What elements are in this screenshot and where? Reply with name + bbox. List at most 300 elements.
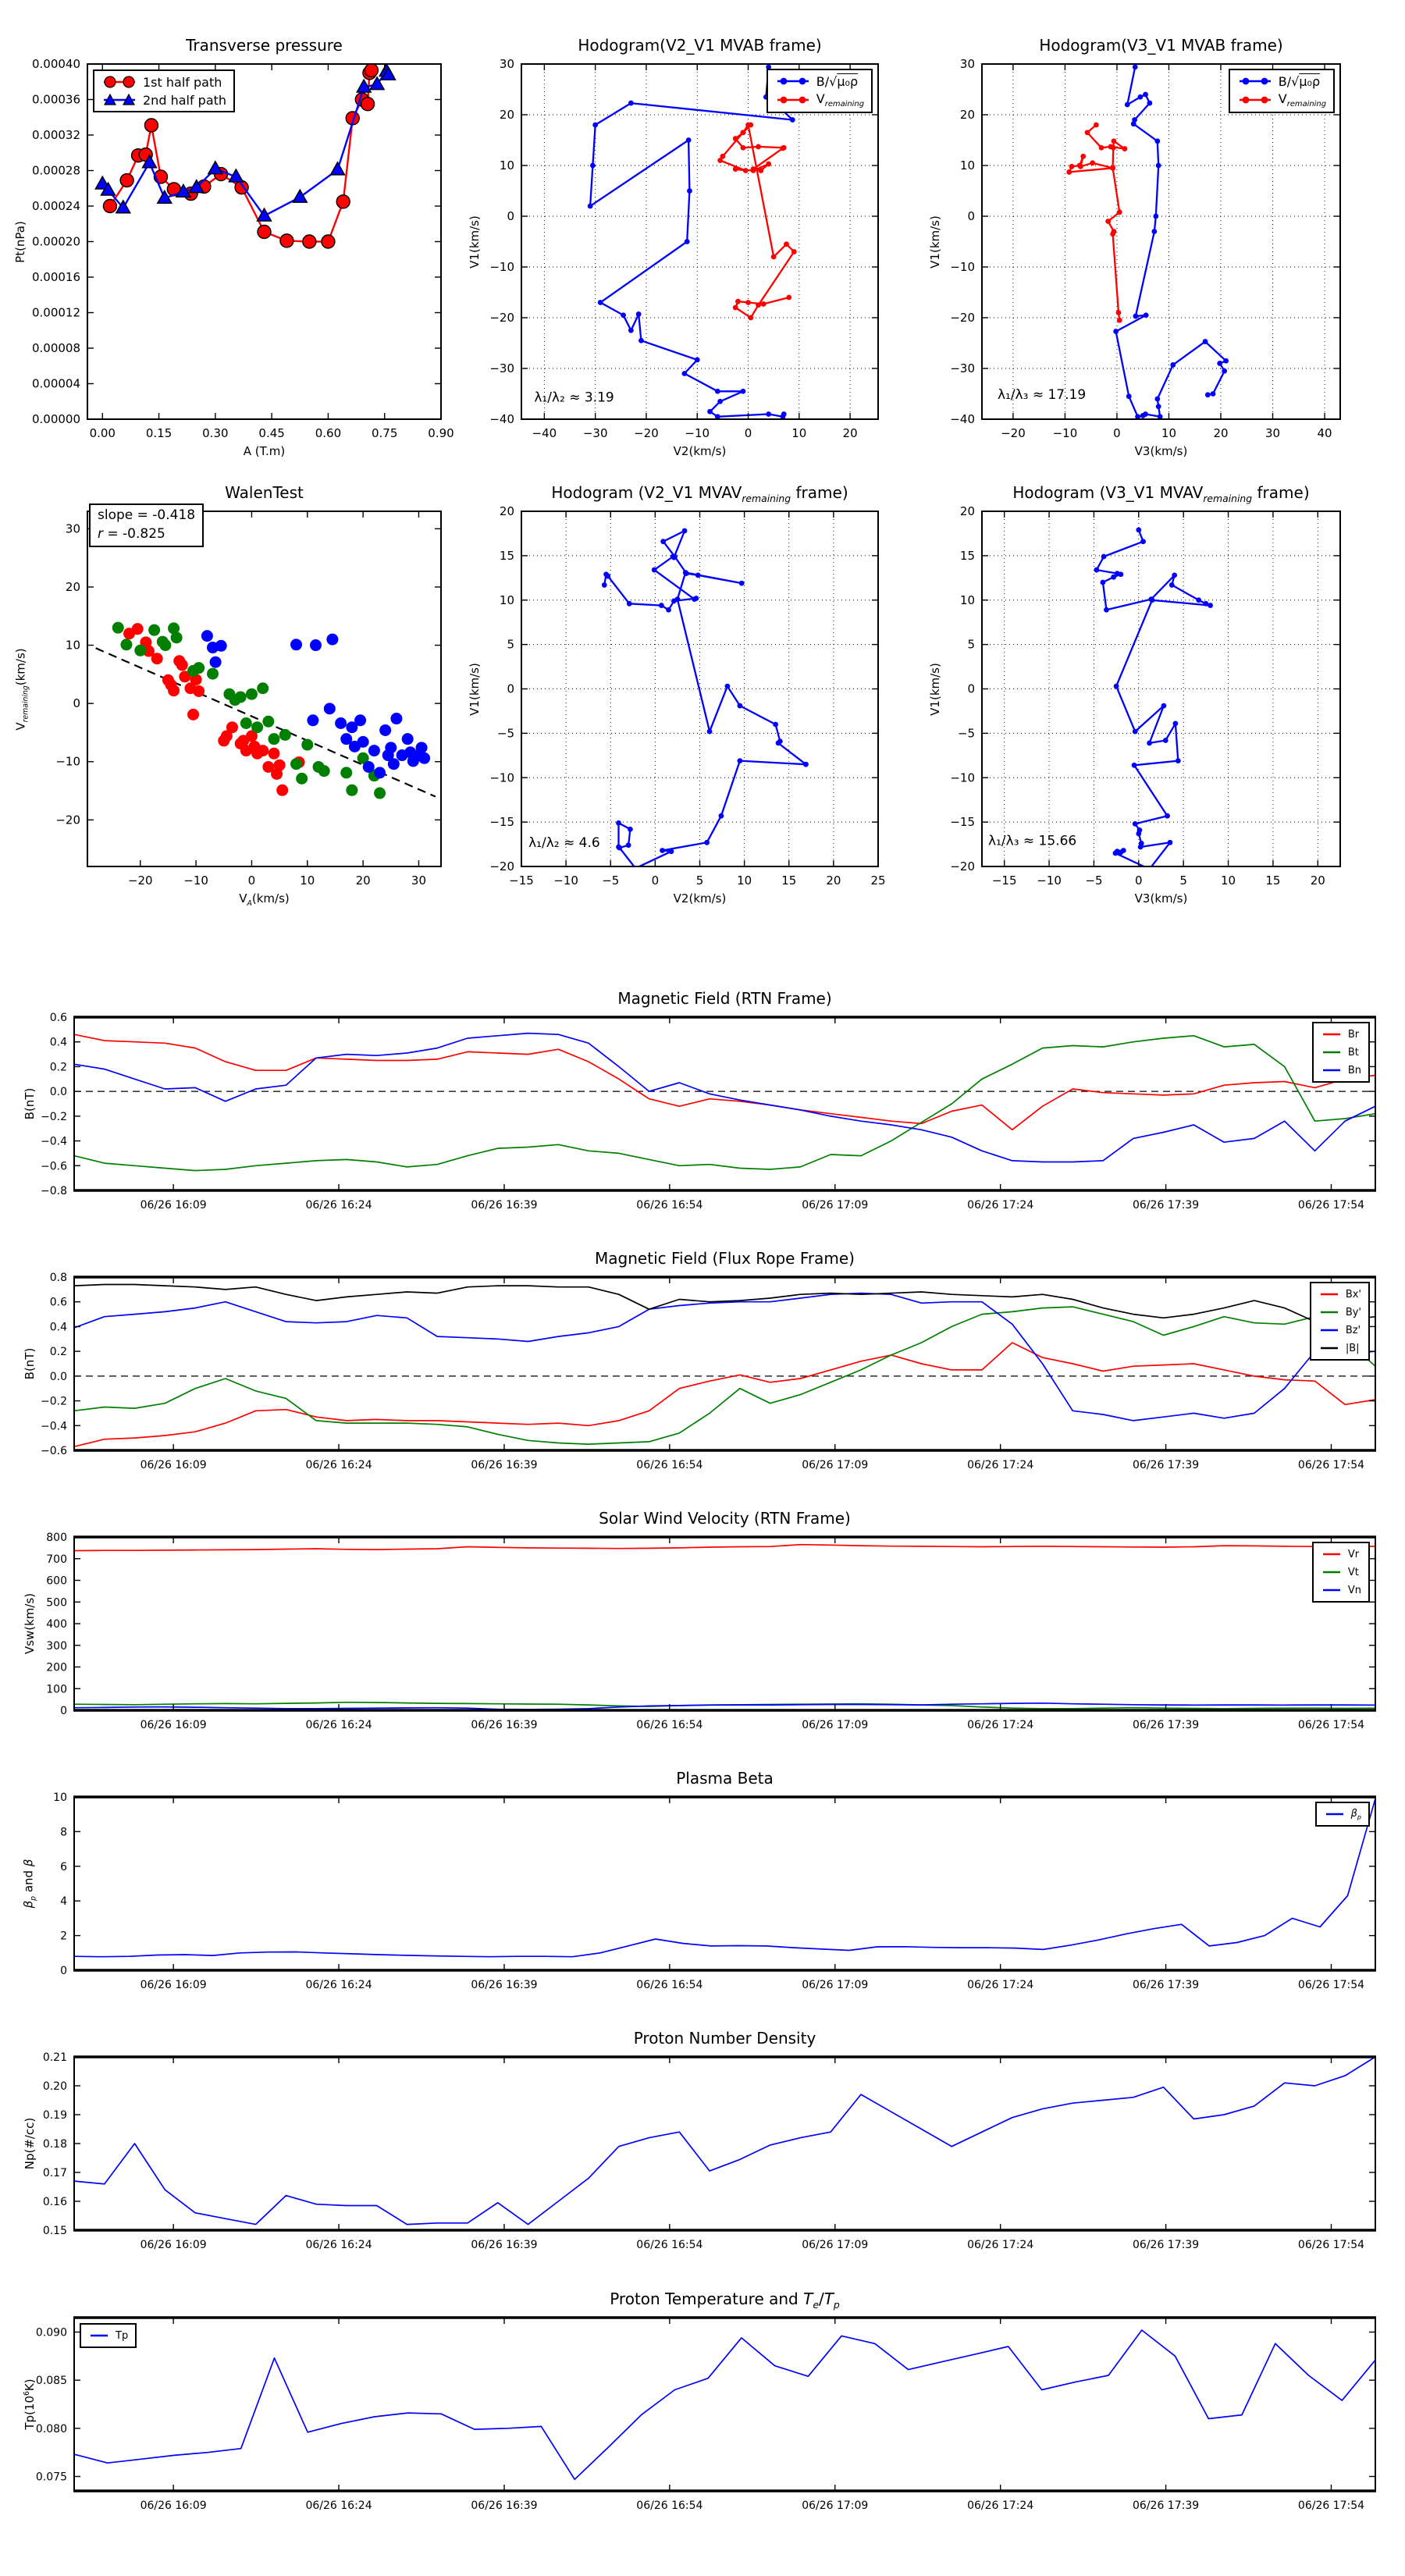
legend-label: Bx' xyxy=(1345,1288,1361,1300)
y-tick-label: 0.00004 xyxy=(31,376,80,391)
x-tick-label: −5 xyxy=(602,873,620,888)
y-tick-label: −0.4 xyxy=(41,1420,67,1433)
x-tick-label: −15 xyxy=(991,873,1017,888)
y-tick-label: 30 xyxy=(959,57,975,71)
y-tick-label: 0.4 xyxy=(49,1036,67,1049)
x-tick-label: 06/26 16:54 xyxy=(636,1719,703,1731)
x-tick-label: 06/26 17:39 xyxy=(1133,2239,1200,2251)
y-tick-label: −20 xyxy=(55,813,80,827)
x-tick-label: 06/26 16:39 xyxy=(471,1979,538,1991)
y-tick-label: 0 xyxy=(507,681,514,696)
x-tick-label: −10 xyxy=(1052,426,1078,440)
legend-sample-icon xyxy=(775,92,811,108)
legend-sample-icon xyxy=(1321,1564,1343,1580)
y-tick-label: 0.2 xyxy=(49,1346,67,1359)
legend-sample-icon xyxy=(1321,1044,1343,1060)
y-tick-label: −30 xyxy=(489,361,514,375)
y-tick-label: 400 xyxy=(46,1618,67,1631)
x-tick-label: 06/26 16:09 xyxy=(140,1199,207,1212)
x-tick-label: 06/26 17:24 xyxy=(967,2500,1034,2512)
y-tick-label: 0.00040 xyxy=(31,57,80,71)
x-axis-label: V3(km/s) xyxy=(1134,444,1188,458)
chart-title: Plasma Beta xyxy=(676,1769,774,1788)
x-tick-label: 20 xyxy=(842,426,858,440)
legend-sample-icon xyxy=(1237,73,1273,89)
plot-area xyxy=(23,2008,1382,2268)
legend-sample-icon xyxy=(775,73,811,89)
x-tick-label: 06/26 17:24 xyxy=(967,1979,1034,1991)
y-tick-label: −5 xyxy=(957,726,975,741)
y-tick-label: 10 xyxy=(53,1791,67,1804)
chart-title: WalenTest xyxy=(225,483,304,502)
y-tick-label: 0.00016 xyxy=(31,270,80,284)
series-group xyxy=(74,1799,1375,1957)
x-tick-label: 06/26 16:24 xyxy=(305,1199,372,1212)
x-tick-label: −10 xyxy=(183,873,208,888)
x-axis-label: V3(km/s) xyxy=(1134,891,1188,906)
y-tick-label: −40 xyxy=(489,412,514,426)
series-Bt xyxy=(74,1036,1375,1171)
y-axis-label: Np(#/cc) xyxy=(23,2117,37,2170)
legend-sample-icon xyxy=(88,2328,110,2343)
y-tick-label: 0 xyxy=(967,681,975,696)
y-tick-label: −0.2 xyxy=(41,1395,67,1408)
legend-item xyxy=(1318,1340,1361,1356)
legend-item xyxy=(1321,1026,1361,1042)
y-tick-label: −20 xyxy=(950,859,975,873)
y-tick-label: 20 xyxy=(959,504,975,518)
x-tick-label: 06/26 17:24 xyxy=(967,1719,1034,1731)
y-tick-label: 500 xyxy=(46,1596,67,1610)
x-tick-label: −20 xyxy=(634,426,659,440)
y-tick-label: 0.19 xyxy=(42,2109,67,2122)
y-tick-label: −20 xyxy=(950,311,975,325)
x-tick-label: 06/26 17:09 xyxy=(802,2239,869,2251)
x-tick-label: 06/26 16:24 xyxy=(305,1459,372,1471)
y-tick-label: 0.15 xyxy=(42,2225,67,2237)
legend-item xyxy=(1321,1564,1361,1580)
y-tick-label: 800 xyxy=(46,1532,67,1544)
legend-item xyxy=(775,91,864,109)
x-tick-label: 06/26 16:09 xyxy=(140,1459,207,1471)
legend-label: Bn xyxy=(1347,1064,1361,1076)
x-tick-label: 0.45 xyxy=(258,426,285,440)
chart-title: Solar Wind Velocity (RTN Frame) xyxy=(599,1509,851,1528)
legend-sample-icon xyxy=(1321,1062,1343,1078)
y-tick-label: 700 xyxy=(46,1553,67,1566)
series-Br xyxy=(74,1034,1375,1130)
y-tick-label: 0.6 xyxy=(49,1296,67,1309)
chart-title: Magnetic Field (RTN Frame) xyxy=(617,989,832,1008)
series-group xyxy=(1094,527,1213,871)
legend-item xyxy=(1318,1322,1361,1338)
legend-item xyxy=(1318,1286,1361,1302)
x-axis-label: V2(km/s) xyxy=(673,891,727,906)
legend-label: By' xyxy=(1345,1306,1361,1318)
x-tick-label: 06/26 17:24 xyxy=(967,1459,1034,1471)
y-tick-label: 5 xyxy=(507,637,514,652)
x-tick-label: 5 xyxy=(695,873,704,888)
y-tick-label: 0 xyxy=(60,1705,67,1717)
x-tick-label: 0.00 xyxy=(89,426,116,440)
legend xyxy=(93,69,235,112)
legend-sample-icon xyxy=(101,92,137,108)
y-tick-label: −10 xyxy=(489,260,514,274)
series-V-path xyxy=(1097,530,1211,870)
legend-sample-icon xyxy=(1237,92,1273,108)
legend-label: Vt xyxy=(1347,1566,1359,1578)
stats-box xyxy=(89,503,204,547)
y-tick-label: 0.00008 xyxy=(31,341,80,355)
series-beta-p xyxy=(74,1799,1375,1957)
series-group xyxy=(1066,65,1229,420)
y-tick-label: −0.6 xyxy=(41,1445,67,1457)
y-tick-label: 0.080 xyxy=(35,2422,67,2435)
x-tick-label: 06/26 17:09 xyxy=(802,1459,869,1471)
plot-frame xyxy=(74,1797,1375,1970)
y-tick-label: 0.20 xyxy=(42,2080,67,2093)
chart-title: Transverse pressure xyxy=(186,36,343,55)
legend-label: Br xyxy=(1347,1028,1360,1041)
y-tick-label: −0.2 xyxy=(41,1110,67,1123)
y-tick-label: −0.8 xyxy=(41,1185,67,1197)
x-tick-label: 06/26 17:39 xyxy=(1133,1979,1200,1991)
legend xyxy=(1315,1802,1370,1827)
x-tick-label: 06/26 17:54 xyxy=(1297,2500,1365,2512)
y-tick-label: 0.085 xyxy=(35,2375,67,2388)
legend-label: $V_{remaining}$ xyxy=(1278,91,1326,109)
legend-sample-icon xyxy=(1321,1582,1343,1598)
y-tick-label: 0.18 xyxy=(42,2138,67,2151)
plot-frame xyxy=(87,64,441,419)
series-V-path xyxy=(604,531,806,868)
legend-label: Tp xyxy=(116,2329,129,2342)
x-tick-label: 0 xyxy=(651,873,660,888)
x-tick-label: 06/26 17:54 xyxy=(1297,1979,1365,1991)
y-tick-label: −10 xyxy=(55,754,80,769)
x-tick-label: 30 xyxy=(411,873,427,888)
legend-label: 1st half path xyxy=(143,74,222,90)
chart-proton-temperature xyxy=(23,2268,1382,2528)
x-tick-label: 10 xyxy=(1161,426,1177,440)
plot-area xyxy=(23,968,1382,1228)
legend-label: Bt xyxy=(1347,1046,1359,1059)
x-tick-label: −30 xyxy=(582,426,608,440)
plot-area xyxy=(23,1488,1382,1748)
plot-area xyxy=(23,1228,1382,1488)
chart-magnetic-field-flux-rope xyxy=(23,1228,1382,1488)
y-tick-label: 0.00024 xyxy=(31,199,80,213)
x-tick-label: 06/26 17:39 xyxy=(1133,1459,1200,1471)
y-tick-label: 15 xyxy=(959,548,975,563)
x-tick-label: 06/26 16:54 xyxy=(636,2239,703,2251)
legend-item xyxy=(88,2328,128,2343)
y-tick-label: 0.0 xyxy=(49,1086,67,1099)
x-tick-label: 06/26 16:54 xyxy=(636,1459,703,1471)
x-tick-label: −10 xyxy=(553,873,578,888)
legend-sample-icon xyxy=(1318,1340,1340,1356)
chart-transverse-pressure xyxy=(13,16,461,476)
legend-item xyxy=(1237,73,1326,89)
chart-proton-number-density xyxy=(23,2008,1382,2268)
x-tick-label: 06/26 17:54 xyxy=(1297,1719,1365,1731)
stats-line: r = -0.825 xyxy=(98,525,165,542)
y-axis-label: $Tp(10^6K)$ xyxy=(23,2379,37,2430)
y-tick-label: 10 xyxy=(65,638,80,653)
chart-walen-test xyxy=(13,463,461,923)
x-tick-label: 06/26 16:39 xyxy=(471,2500,538,2512)
x-tick-label: 20 xyxy=(1310,873,1325,888)
legend-item xyxy=(775,73,864,89)
x-tick-label: 10 xyxy=(1221,873,1236,888)
plot-area xyxy=(23,1748,1382,2008)
y-tick-label: −10 xyxy=(950,260,975,274)
y-tick-label: 20 xyxy=(959,108,975,122)
legend-item xyxy=(1321,1582,1361,1598)
x-tick-label: 0 xyxy=(247,873,256,888)
legend-item xyxy=(1237,91,1326,109)
x-axis-label: A (T.m) xyxy=(243,444,286,458)
y-tick-label: −20 xyxy=(489,311,514,325)
y-tick-label: 0.17 xyxy=(42,2167,67,2179)
y-tick-label: 4 xyxy=(60,1895,67,1909)
y-tick-label: 0.00036 xyxy=(31,92,80,107)
plot-area xyxy=(921,463,1378,923)
x-tick-label: 06/26 17:24 xyxy=(967,2239,1034,2251)
x-tick-label: 06/26 16:54 xyxy=(636,2500,703,2512)
chart-title: Hodogram(V2_V1 MVAB frame) xyxy=(578,36,822,55)
chart-title: Hodogram(V3_V1 MVAB frame) xyxy=(1039,36,1283,55)
x-tick-label: 06/26 17:54 xyxy=(1297,1199,1365,1212)
legend xyxy=(1312,1542,1370,1603)
chart-title: Magnetic Field (Flux Rope Frame) xyxy=(595,1249,855,1268)
x-tick-label: 06/26 16:09 xyxy=(140,1979,207,1991)
x-tick-label: 40 xyxy=(1317,426,1332,440)
x-tick-label: 20 xyxy=(826,873,841,888)
y-tick-label: 0 xyxy=(507,209,514,223)
y-tick-label: 30 xyxy=(499,57,514,71)
y-tick-label: −0.6 xyxy=(41,1160,67,1173)
y-axis-label: $V_{remaining}(km/s)$ xyxy=(13,647,30,731)
legend-item xyxy=(1321,1044,1361,1060)
x-tick-label: −20 xyxy=(1001,426,1026,440)
x-tick-label: 06/26 16:39 xyxy=(471,1719,538,1731)
series-By-prime xyxy=(74,1307,1375,1444)
x-tick-label: 0 xyxy=(1113,426,1121,440)
x-tick-label: 06/26 17:54 xyxy=(1297,1459,1365,1471)
x-tick-label: 20 xyxy=(1213,426,1229,440)
series-group xyxy=(74,2330,1375,2479)
legend-label: Vr xyxy=(1347,1548,1360,1560)
plot-frame xyxy=(982,64,1340,419)
x-tick-label: 06/26 16:09 xyxy=(140,2239,207,2251)
y-axis-label: $\beta_p$ and β xyxy=(21,1859,38,1909)
y-tick-label: −40 xyxy=(950,412,975,426)
legend-item xyxy=(1321,1546,1361,1562)
annotation: λ₁/λ₃ ≈ 15.66 xyxy=(988,833,1077,849)
series-group xyxy=(96,622,436,799)
x-tick-label: 0 xyxy=(1135,873,1143,888)
annotation: λ₁/λ₃ ≈ 17.19 xyxy=(997,387,1087,403)
series-group xyxy=(602,528,809,871)
y-tick-label: 0.21 xyxy=(42,2051,67,2064)
y-tick-label: 0.0 xyxy=(49,1370,67,1383)
legend-label: Bz' xyxy=(1345,1324,1361,1336)
y-tick-label: 0.6 xyxy=(49,1012,67,1024)
legend-label: |B| xyxy=(1345,1342,1360,1354)
y-axis-label: V1(km/s) xyxy=(468,662,482,716)
x-tick-label: 06/26 16:24 xyxy=(305,1979,372,1991)
y-tick-label: 0.00020 xyxy=(31,234,80,249)
chart-hodogram-v2v1-mvav xyxy=(461,463,905,923)
legend xyxy=(1229,69,1335,113)
series-group xyxy=(74,1545,1375,1710)
x-tick-label: 30 xyxy=(1264,426,1281,440)
y-tick-label: 2 xyxy=(60,1930,67,1943)
y-tick-label: 0 xyxy=(967,209,975,223)
chart-magnetic-field-rtn xyxy=(23,968,1382,1228)
y-tick-label: 20 xyxy=(499,504,514,518)
x-tick-label: −20 xyxy=(127,873,153,888)
x-tick-label: 06/26 17:09 xyxy=(802,2500,869,2512)
legend-sample-icon xyxy=(1324,1806,1346,1822)
y-tick-label: 10 xyxy=(959,592,975,607)
y-tick-label: −0.4 xyxy=(41,1135,67,1148)
y-tick-label: 10 xyxy=(959,158,975,173)
y-axis-label: V1(km/s) xyxy=(468,215,482,269)
x-tick-label: −15 xyxy=(509,873,534,888)
x-tick-label: −40 xyxy=(532,426,557,440)
y-tick-label: 0.16 xyxy=(42,2196,67,2208)
legend-label: B/√μ₀ρ xyxy=(816,73,859,89)
y-tick-label: 100 xyxy=(46,1683,67,1696)
y-tick-label: 8 xyxy=(60,1826,67,1839)
legend-sample-icon xyxy=(1321,1546,1343,1562)
chart-title: Proton Temperature and $T_e/T_p$ xyxy=(610,2290,840,2311)
plot-frame xyxy=(74,1537,1375,1710)
annotation: λ₁/λ₂ ≈ 4.6 xyxy=(528,834,600,851)
legend-label: $V_{remaining}$ xyxy=(816,91,864,109)
y-tick-label: 0.00012 xyxy=(31,305,80,320)
x-tick-label: 06/26 16:39 xyxy=(471,2239,538,2251)
y-axis-label: V1(km/s) xyxy=(928,215,942,269)
x-tick-label: 15 xyxy=(781,873,797,888)
y-tick-label: 10 xyxy=(499,592,514,607)
series-Tp xyxy=(74,2330,1375,2479)
x-tick-label: 06/26 16:54 xyxy=(636,1979,703,1991)
y-tick-label: 0.4 xyxy=(49,1321,67,1334)
legend-label: 2nd half path xyxy=(143,92,227,108)
x-tick-label: 0.60 xyxy=(315,426,342,440)
series-Np xyxy=(74,2057,1375,2225)
x-tick-label: 5 xyxy=(1179,873,1187,888)
x-tick-label: 06/26 17:39 xyxy=(1133,1719,1200,1731)
chart-hodogram-v3v1-mvab xyxy=(921,16,1378,476)
x-tick-label: 0.15 xyxy=(145,426,173,440)
y-tick-label: −10 xyxy=(950,770,975,785)
y-tick-label: 300 xyxy=(46,1639,67,1653)
y-tick-label: 15 xyxy=(499,548,514,563)
y-tick-label: 600 xyxy=(46,1574,67,1588)
stats-line: slope = -0.418 xyxy=(98,507,196,523)
x-axis-label: $V_A(km/s)$ xyxy=(239,891,290,908)
series-Bn xyxy=(74,1034,1375,1162)
legend xyxy=(80,2323,137,2348)
y-tick-label: 5 xyxy=(967,637,975,652)
x-tick-label: 15 xyxy=(1265,873,1281,888)
x-tick-label: 06/26 17:09 xyxy=(802,1199,869,1212)
legend-item xyxy=(1324,1806,1361,1822)
y-tick-label: −15 xyxy=(950,815,975,830)
x-tick-label: 06/26 16:39 xyxy=(471,1459,538,1471)
y-tick-label: −10 xyxy=(489,770,514,785)
legend-label: B/√μ₀ρ xyxy=(1278,73,1321,89)
plot-frame xyxy=(521,64,878,419)
y-tick-label: 0.00000 xyxy=(31,412,80,426)
x-tick-label: 06/26 17:39 xyxy=(1133,1199,1200,1212)
x-tick-label: 06/26 16:24 xyxy=(305,2500,372,2512)
chart-title: Hodogram (V3_V1 $MVAV_{remaining}$ frame) xyxy=(1012,483,1310,504)
y-tick-label: 20 xyxy=(65,579,80,594)
series-V-remaining xyxy=(720,125,795,318)
y-tick-label: 6 xyxy=(60,1860,67,1873)
y-tick-label: 20 xyxy=(499,108,514,122)
chart-title: Hodogram (V2_V1 $MVAV_{remaining}$ frame) xyxy=(551,483,848,504)
series-group xyxy=(588,65,797,420)
series-V-remaining xyxy=(1069,125,1125,320)
annotation: λ₁/λ₂ ≈ 3.19 xyxy=(534,390,614,406)
x-tick-label: −10 xyxy=(1037,873,1062,888)
x-tick-label: 06/26 17:24 xyxy=(967,1199,1034,1212)
legend-item xyxy=(101,74,226,90)
legend xyxy=(1312,1022,1370,1083)
series-group xyxy=(74,2057,1375,2225)
y-tick-label: 200 xyxy=(46,1661,67,1674)
x-tick-label: 10 xyxy=(791,426,807,440)
plot-area xyxy=(23,16,461,476)
chart-hodogram-v2v1-mvab xyxy=(461,16,905,476)
x-axis-label: V2(km/s) xyxy=(673,444,727,458)
legend-sample-icon xyxy=(1321,1026,1343,1042)
x-tick-label: 06/26 17:09 xyxy=(802,1719,869,1731)
y-tick-label: −20 xyxy=(489,859,514,873)
plot-frame xyxy=(74,2318,1375,2491)
x-tick-label: 10 xyxy=(300,873,315,888)
plot-frame xyxy=(74,2057,1375,2230)
y-tick-label: 0.00032 xyxy=(31,128,80,142)
x-tick-label: 06/26 16:09 xyxy=(140,2500,207,2512)
y-tick-label: 30 xyxy=(65,521,80,536)
x-tick-label: 06/26 17:54 xyxy=(1297,2239,1365,2251)
legend-label: Vn xyxy=(1347,1584,1361,1596)
legend-item xyxy=(101,92,226,108)
legend-item xyxy=(1318,1304,1361,1320)
x-tick-label: 0.30 xyxy=(202,426,229,440)
x-tick-label: 25 xyxy=(870,873,886,888)
plot-area xyxy=(23,2268,1382,2528)
y-tick-label: 0 xyxy=(73,696,80,711)
y-tick-label: 0.090 xyxy=(35,2326,67,2339)
y-tick-label: −15 xyxy=(489,815,514,830)
x-tick-label: 06/26 16:39 xyxy=(471,1199,538,1212)
chart-hodogram-v3v1-mvav xyxy=(921,463,1378,923)
y-tick-label: 0.00028 xyxy=(31,163,80,178)
chart-solar-wind-velocity xyxy=(23,1488,1382,1748)
x-tick-label: 06/26 16:24 xyxy=(305,2239,372,2251)
series-group xyxy=(74,1034,1375,1171)
x-tick-label: 20 xyxy=(355,873,371,888)
chart-title: Proton Number Density xyxy=(633,2029,816,2048)
